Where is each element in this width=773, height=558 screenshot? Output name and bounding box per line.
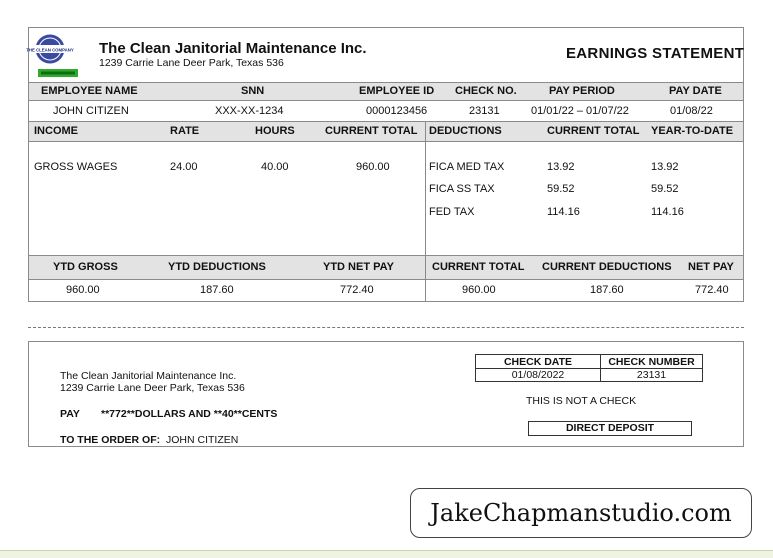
check-section [28, 341, 744, 447]
income-label: GROSS WAGES [34, 161, 118, 173]
deduction-ytd: 13.92 [651, 161, 679, 173]
pay-date: 01/08/22 [670, 105, 713, 117]
divider [29, 141, 743, 142]
employee-name: JOHN CITIZEN [53, 105, 129, 117]
order-label: TO THE ORDER OF: [60, 434, 161, 446]
earnings-statement [28, 27, 744, 302]
income-current-total: 960.00 [356, 161, 390, 173]
deductions-header: DEDUCTIONS [429, 125, 502, 137]
ytd-deductions: 187.60 [200, 284, 234, 296]
company-name: The Clean Janitorial Maintenance Inc. [99, 40, 367, 57]
check-date: 01/08/2022 [511, 369, 565, 381]
watermark: JakeChapmanstudio.com [410, 488, 752, 538]
deduction-name: FICA MED TAX [429, 161, 505, 173]
deduction-current: 13.92 [547, 161, 575, 173]
year-to-date-header: YEAR-TO-DATE [651, 125, 734, 137]
cut-line [28, 327, 744, 328]
check-no: 23131 [469, 105, 500, 117]
ytd-gross-header: YTD GROSS [53, 261, 118, 273]
check-number-label: CHECK NUMBER [608, 356, 695, 368]
column-divider [425, 122, 426, 302]
bottom-band [0, 550, 773, 558]
pay-date-header: PAY DATE [669, 85, 722, 97]
employee-row [29, 101, 743, 120]
income-rate: 24.00 [170, 161, 198, 173]
deduction-ytd: 59.52 [651, 183, 679, 195]
summary-header-row [29, 256, 743, 279]
summary-current-total: 960.00 [462, 284, 496, 296]
check-company-address: 1239 Carrie Lane Deer Park, Texas 536 [60, 382, 245, 394]
check-company-name: The Clean Janitorial Maintenance Inc. [60, 370, 237, 382]
pay-label: PAY [60, 408, 80, 420]
ytd-deductions-header: YTD DEDUCTIONS [168, 261, 266, 273]
current-deductions: 187.60 [590, 284, 624, 296]
not-a-check-notice: THIS IS NOT A CHECK [526, 395, 637, 407]
check-info-box [475, 354, 703, 382]
deduction-current: 114.16 [547, 206, 580, 218]
employee-ssn: XXX-XX-1234 [215, 105, 284, 117]
rate-header: RATE [170, 125, 200, 137]
employee-header-row [29, 83, 743, 100]
svg-text:THE CLEAN COMPANY: THE CLEAN COMPANY [26, 47, 74, 53]
hours-header: HOURS [255, 125, 295, 137]
ytd-net-pay: 772.40 [340, 284, 374, 296]
pay-period: 01/01/22 – 01/07/22 [531, 105, 629, 117]
ytd-net-pay-header: YTD NET PAY [323, 261, 394, 273]
net-pay: 772.40 [695, 284, 729, 296]
employee-id-header: EMPLOYEE ID [359, 85, 435, 97]
employee-name-header: EMPLOYEE NAME [41, 85, 138, 97]
order-name: JOHN CITIZEN [166, 434, 239, 446]
deduction-current: 59.52 [547, 183, 575, 195]
deduction-current-total-header: CURRENT TOTAL [547, 125, 640, 137]
current-deductions-header: CURRENT DEDUCTIONS [542, 261, 672, 273]
ssn-header: SNN [241, 85, 265, 97]
income-header-row [29, 122, 743, 141]
net-pay-header: NET PAY [688, 261, 734, 273]
pay-period-header: PAY PERIOD [549, 85, 615, 97]
income-hours: 40.00 [261, 161, 289, 173]
income-header: INCOME [34, 125, 78, 137]
ytd-gross: 960.00 [66, 284, 100, 296]
statement-title: EARNINGS STATEMENT [566, 45, 745, 62]
check-number: 23131 [636, 369, 667, 381]
company-logo [26, 32, 80, 80]
check-no-header: CHECK NO. [455, 85, 517, 97]
divider [29, 279, 743, 280]
deduction-name: FED TAX [429, 206, 475, 218]
direct-deposit-badge: DIRECT DEPOSIT [528, 421, 692, 436]
deduction-ytd: 114.16 [651, 206, 684, 218]
deduction-name: FICA SS TAX [429, 183, 495, 195]
check-date-label: CHECK DATE [503, 356, 573, 368]
summary-current-total-header: CURRENT TOTAL [432, 261, 525, 273]
company-address: 1239 Carrie Lane Deer Park, Texas 536 [99, 57, 284, 69]
current-total-header: CURRENT TOTAL [325, 125, 418, 137]
pay-amount-words: **772**DOLLARS AND **40**CENTS [101, 408, 278, 420]
employee-id: 0000123456 [366, 105, 428, 117]
